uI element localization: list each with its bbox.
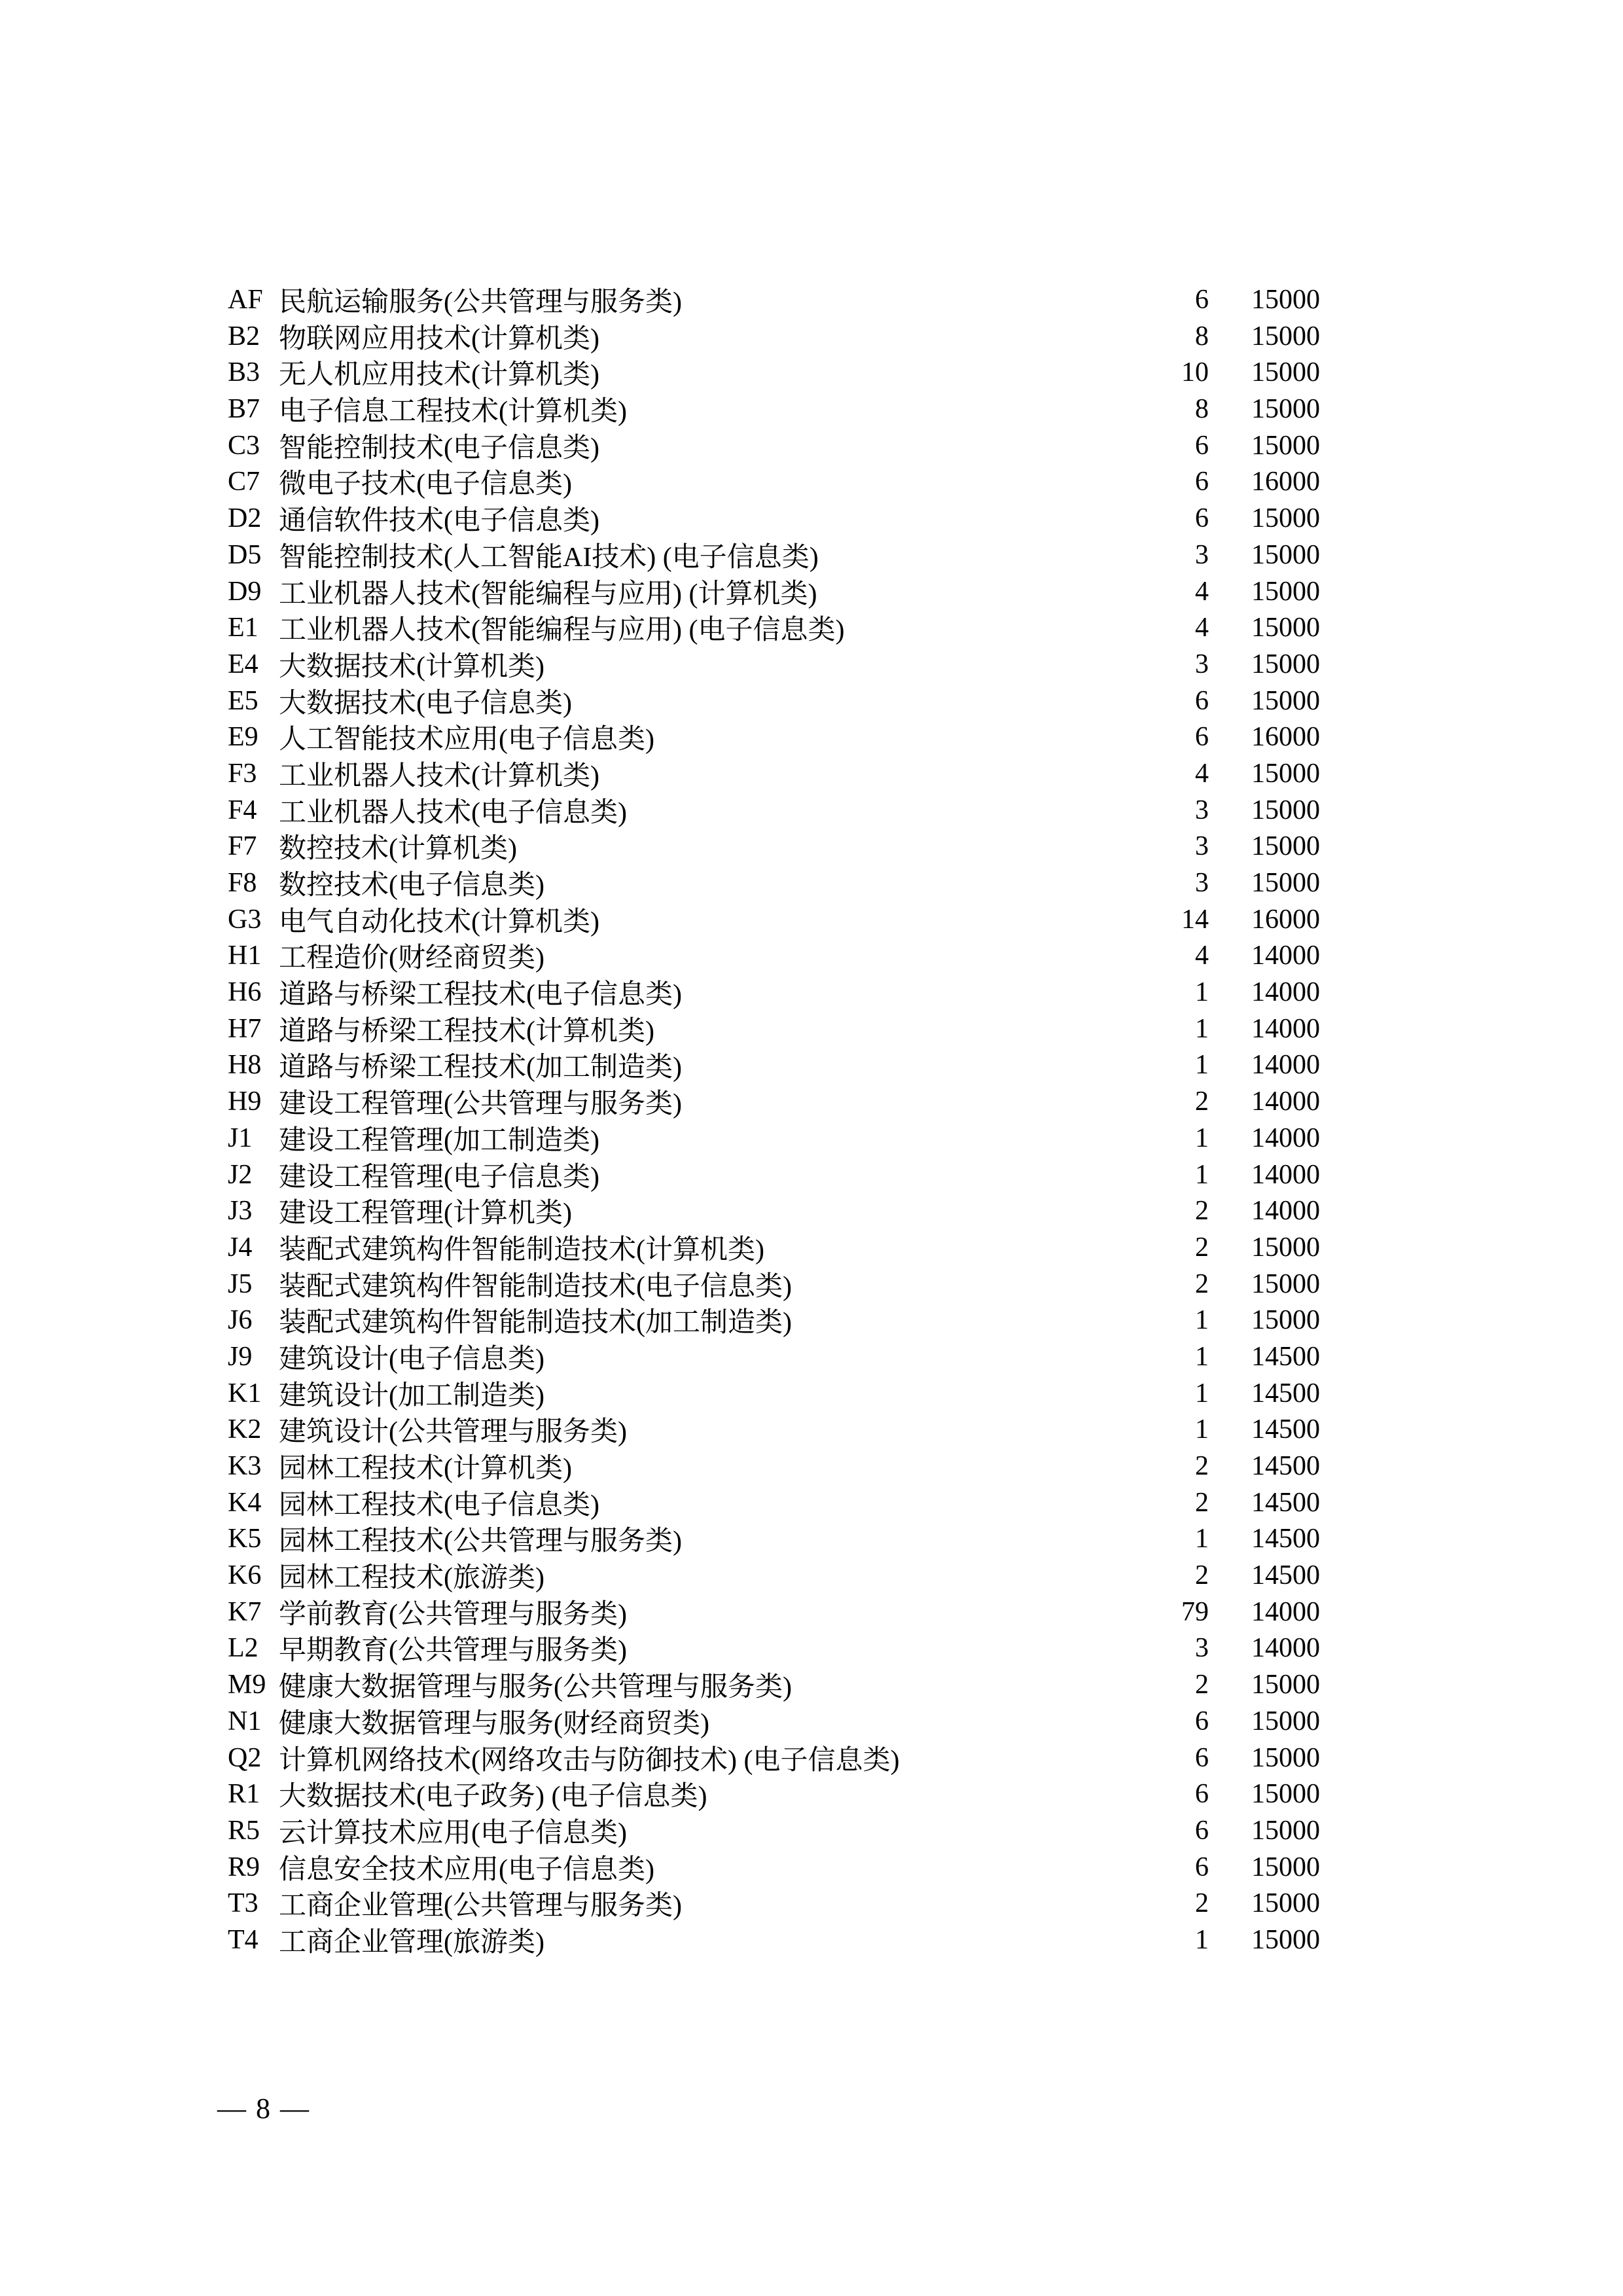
tuition-fee: 14000 — [1251, 977, 1320, 1008]
tuition-fee: 15000 — [1251, 321, 1320, 351]
tuition-fee: 14500 — [1251, 1524, 1320, 1554]
tuition-fee: 14500 — [1251, 1560, 1320, 1591]
program-code: J3 — [228, 1196, 253, 1227]
program-code: M9 — [228, 1670, 266, 1700]
program-code: C7 — [228, 467, 260, 497]
program-name: 信息安全技术应用(电子信息类) — [279, 1854, 654, 1885]
table-row — [228, 1556, 1320, 1592]
tuition-fee: 15000 — [1251, 649, 1320, 679]
program-code: D9 — [228, 576, 262, 607]
program-name: 大数据技术(计算机类) — [279, 651, 544, 682]
tuition-fee: 15000 — [1251, 831, 1320, 862]
tuition-fee: 15000 — [1251, 539, 1320, 570]
program-code: J2 — [228, 1159, 253, 1190]
table-row — [228, 1920, 1320, 1957]
tuition-fee: 15000 — [1251, 1268, 1320, 1299]
table-row — [228, 1774, 1320, 1811]
program-name: 装配式建筑构件智能制造技术(加工制造类) — [279, 1308, 792, 1338]
tuition-fee: 15000 — [1251, 1305, 1320, 1336]
tuition-fee: 15000 — [1251, 1852, 1320, 1882]
table-row — [228, 1300, 1320, 1337]
tuition-fee: 15000 — [1251, 758, 1320, 789]
program-code: F3 — [228, 758, 257, 789]
plan-count: 6 — [1195, 1742, 1209, 1773]
program-code: E9 — [228, 722, 259, 753]
plan-count: 6 — [1195, 1852, 1209, 1882]
program-name: 工业机器人技术(计算机类) — [279, 761, 599, 791]
plan-count: 2 — [1195, 1888, 1209, 1919]
table-row — [228, 280, 1320, 317]
program-name: 工业机器人技术(智能编程与应用) (电子信息类) — [279, 615, 845, 646]
program-name: 建筑设计(加工制造类) — [279, 1380, 544, 1411]
program-code: C3 — [228, 430, 260, 461]
program-name: 工程造价(财经商贸类) — [279, 943, 544, 974]
tuition-fee: 14500 — [1251, 1341, 1320, 1372]
plan-count: 3 — [1195, 868, 1209, 898]
plan-count: 1 — [1195, 1122, 1209, 1153]
program-code: K7 — [228, 1596, 262, 1627]
table-row — [228, 754, 1320, 791]
program-code: J1 — [228, 1122, 253, 1153]
table-row — [228, 1483, 1320, 1520]
plan-count: 2 — [1195, 1670, 1209, 1700]
program-code: B2 — [228, 321, 260, 351]
program-code: H8 — [228, 1050, 262, 1081]
plan-count: 2 — [1195, 1560, 1209, 1591]
tuition-fee: 15000 — [1251, 613, 1320, 643]
table-row — [228, 317, 1320, 353]
table-row — [228, 389, 1320, 426]
table-row — [228, 1811, 1320, 1848]
table-row — [228, 1337, 1320, 1374]
program-name: 电气自动化技术(计算机类) — [279, 906, 599, 937]
program-name: 健康大数据管理与服务(财经商贸类) — [279, 1708, 709, 1739]
tuition-fee: 15000 — [1251, 1232, 1320, 1263]
tuition-fee: 15000 — [1251, 576, 1320, 607]
program-code: E1 — [228, 613, 259, 643]
table-row — [228, 1738, 1320, 1775]
program-name: 建设工程管理(加工制造类) — [279, 1125, 599, 1156]
tuition-fee: 15000 — [1251, 394, 1320, 425]
table-row — [228, 1045, 1320, 1082]
tuition-fee: 15000 — [1251, 285, 1320, 315]
program-code: R1 — [228, 1779, 260, 1810]
tuition-fee: 15000 — [1251, 1924, 1320, 1955]
table-row — [228, 608, 1320, 645]
plan-count: 2 — [1195, 1196, 1209, 1227]
table-row — [228, 1628, 1320, 1665]
program-code: H1 — [228, 941, 262, 971]
plan-count: 6 — [1195, 1779, 1209, 1810]
table-row — [228, 1884, 1320, 1920]
plan-count: 3 — [1195, 539, 1209, 570]
tuition-fee: 15000 — [1251, 1815, 1320, 1846]
table-row — [228, 1228, 1320, 1265]
program-name: 健康大数据管理与服务(公共管理与服务类) — [279, 1672, 792, 1703]
plan-count: 3 — [1195, 1633, 1209, 1664]
plan-count: 6 — [1195, 285, 1209, 315]
plan-count: 6 — [1195, 722, 1209, 753]
tuition-fee: 15000 — [1251, 1670, 1320, 1700]
plan-count: 1 — [1195, 1050, 1209, 1081]
program-name: 装配式建筑构件智能制造技术(电子信息类) — [279, 1271, 792, 1302]
plan-count: 4 — [1195, 576, 1209, 607]
program-code: E5 — [228, 685, 259, 716]
program-name: 数控技术(电子信息类) — [279, 870, 544, 901]
program-name: 无人机应用技术(计算机类) — [279, 360, 599, 391]
program-name: 工业机器人技术(智能编程与应用) (计算机类) — [279, 579, 817, 609]
plan-count: 1 — [1195, 1013, 1209, 1044]
table-row — [228, 863, 1320, 900]
program-name: 建设工程管理(公共管理与服务类) — [279, 1089, 682, 1120]
program-code: B7 — [228, 394, 260, 425]
tuition-fee: 15000 — [1251, 503, 1320, 534]
program-name: 民航运输服务(公共管理与服务类) — [279, 287, 682, 317]
table-row — [228, 1082, 1320, 1119]
plan-count: 10 — [1181, 357, 1209, 388]
tuition-fee: 14000 — [1251, 1633, 1320, 1664]
program-code: T4 — [228, 1924, 259, 1955]
table-row — [228, 1519, 1320, 1556]
tuition-fee: 14000 — [1251, 1159, 1320, 1190]
program-code: K5 — [228, 1524, 262, 1554]
table-row — [228, 1119, 1320, 1155]
table-row — [228, 791, 1320, 827]
program-code: Q2 — [228, 1742, 262, 1773]
table-row — [228, 645, 1320, 681]
plan-count: 2 — [1195, 1451, 1209, 1481]
program-name: 园林工程技术(电子信息类) — [279, 1490, 599, 1520]
program-name: 大数据技术(电子信息类) — [279, 688, 572, 719]
program-name: 建设工程管理(电子信息类) — [279, 1162, 599, 1193]
tuition-fee: 15000 — [1251, 1742, 1320, 1773]
tuition-fee: 15000 — [1251, 430, 1320, 461]
program-name: 道路与桥梁工程技术(电子信息类) — [279, 980, 682, 1011]
tuition-fee: 14000 — [1251, 1196, 1320, 1227]
table-row — [228, 681, 1320, 718]
plan-count: 4 — [1195, 613, 1209, 643]
tuition-fee: 14000 — [1251, 1596, 1320, 1627]
tuition-fee: 15000 — [1251, 1779, 1320, 1810]
program-code: F8 — [228, 868, 257, 898]
plan-count: 8 — [1195, 321, 1209, 351]
program-code: J6 — [228, 1305, 253, 1336]
tuition-fee: 14000 — [1251, 1122, 1320, 1153]
tuition-fee: 14500 — [1251, 1414, 1320, 1445]
program-name: 早期教育(公共管理与服务类) — [279, 1636, 627, 1666]
program-code: J9 — [228, 1341, 253, 1372]
table-row — [228, 1191, 1320, 1228]
program-code: G3 — [228, 904, 262, 935]
program-name: 数控技术(计算机类) — [279, 834, 517, 865]
table-row — [228, 1374, 1320, 1410]
program-name: 人工智能技术应用(电子信息类) — [279, 725, 654, 755]
table-row — [228, 827, 1320, 863]
plan-count: 79 — [1181, 1596, 1209, 1627]
table-row — [228, 572, 1320, 609]
program-name: 物联网应用技术(计算机类) — [279, 323, 599, 354]
table-row — [228, 535, 1320, 572]
program-name: 工业机器人技术(电子信息类) — [279, 797, 627, 828]
program-name: 装配式建筑构件智能制造技术(计算机类) — [279, 1234, 764, 1265]
plan-count: 1 — [1195, 1305, 1209, 1336]
program-list — [228, 280, 1320, 1957]
program-name: 园林工程技术(公共管理与服务类) — [279, 1526, 682, 1557]
plan-count: 1 — [1195, 1414, 1209, 1445]
plan-count: 1 — [1195, 977, 1209, 1008]
program-name: 计算机网络技术(网络攻击与防御技术) (电子信息类) — [279, 1745, 900, 1776]
program-name: 建筑设计(电子信息类) — [279, 1344, 544, 1374]
program-name: 电子信息工程技术(计算机类) — [279, 397, 627, 427]
table-row — [228, 1848, 1320, 1884]
program-code: H7 — [228, 1013, 262, 1044]
table-row — [228, 499, 1320, 535]
page-number: — 8 — — [217, 2092, 310, 2125]
program-code: B3 — [228, 357, 260, 388]
program-code: K3 — [228, 1451, 262, 1481]
tuition-fee: 16000 — [1251, 904, 1320, 935]
program-code: H6 — [228, 977, 262, 1008]
plan-count: 1 — [1195, 1378, 1209, 1408]
plan-count: 4 — [1195, 758, 1209, 789]
program-code: K2 — [228, 1414, 262, 1445]
program-name: 智能控制技术(人工智能AI技术) (电子信息类) — [279, 542, 819, 573]
tuition-fee: 14000 — [1251, 941, 1320, 971]
table-row — [228, 462, 1320, 499]
tuition-fee: 15000 — [1251, 1706, 1320, 1736]
program-name: 建筑设计(公共管理与服务类) — [279, 1417, 627, 1448]
program-code: D2 — [228, 503, 262, 534]
tuition-fee: 15000 — [1251, 795, 1320, 825]
plan-count: 1 — [1195, 1924, 1209, 1955]
program-code: H9 — [228, 1086, 262, 1117]
plan-count: 6 — [1195, 685, 1209, 716]
plan-count: 14 — [1181, 904, 1209, 935]
program-name: 园林工程技术(计算机类) — [279, 1454, 572, 1484]
plan-count: 6 — [1195, 430, 1209, 461]
program-code: T3 — [228, 1888, 259, 1919]
tuition-fee: 15000 — [1251, 685, 1320, 716]
table-row — [228, 426, 1320, 463]
program-code: F4 — [228, 795, 257, 825]
table-row — [228, 1702, 1320, 1738]
tuition-fee: 14000 — [1251, 1013, 1320, 1044]
program-name: 工商企业管理(旅游类) — [279, 1927, 544, 1958]
plan-count: 8 — [1195, 394, 1209, 425]
tuition-fee: 16000 — [1251, 467, 1320, 497]
table-row — [228, 973, 1320, 1009]
plan-count: 3 — [1195, 831, 1209, 862]
plan-count: 3 — [1195, 649, 1209, 679]
table-row — [228, 1009, 1320, 1046]
program-name: 智能控制技术(电子信息类) — [279, 433, 599, 463]
program-name: 工商企业管理(公共管理与服务类) — [279, 1891, 682, 1922]
tuition-fee: 14500 — [1251, 1378, 1320, 1408]
plan-count: 6 — [1195, 1706, 1209, 1736]
plan-count: 1 — [1195, 1341, 1209, 1372]
table-row — [228, 900, 1320, 937]
program-name: 学前教育(公共管理与服务类) — [279, 1599, 627, 1630]
program-name: 建设工程管理(计算机类) — [279, 1198, 572, 1229]
table-row — [228, 353, 1320, 389]
table-row — [228, 1592, 1320, 1629]
plan-count: 2 — [1195, 1268, 1209, 1299]
program-name: 道路与桥梁工程技术(加工制造类) — [279, 1052, 682, 1083]
table-row — [228, 936, 1320, 973]
table-row — [228, 1410, 1320, 1446]
table-row — [228, 1265, 1320, 1301]
program-code: L2 — [228, 1633, 259, 1664]
program-code: R5 — [228, 1815, 260, 1846]
program-code: D5 — [228, 539, 262, 570]
plan-count: 1 — [1195, 1159, 1209, 1190]
program-code: K6 — [228, 1560, 262, 1591]
plan-count: 2 — [1195, 1232, 1209, 1263]
tuition-fee: 14500 — [1251, 1451, 1320, 1481]
program-name: 园林工程技术(旅游类) — [279, 1563, 544, 1594]
program-name: 通信软件技术(电子信息类) — [279, 506, 599, 537]
plan-count: 6 — [1195, 1815, 1209, 1846]
table-row — [228, 1665, 1320, 1702]
plan-count: 6 — [1195, 467, 1209, 497]
program-name: 微电子技术(电子信息类) — [279, 469, 572, 500]
tuition-fee: 15000 — [1251, 868, 1320, 898]
program-code: R9 — [228, 1852, 260, 1882]
program-code: K1 — [228, 1378, 262, 1408]
program-name: 大数据技术(电子政务) (电子信息类) — [279, 1782, 707, 1812]
plan-count: 2 — [1195, 1487, 1209, 1518]
plan-count: 1 — [1195, 1524, 1209, 1554]
program-code: J4 — [228, 1232, 253, 1263]
program-code: F7 — [228, 831, 257, 862]
table-row — [228, 1446, 1320, 1483]
tuition-fee: 14000 — [1251, 1050, 1320, 1081]
plan-count: 3 — [1195, 795, 1209, 825]
program-name: 道路与桥梁工程技术(计算机类) — [279, 1016, 654, 1047]
program-code: J5 — [228, 1268, 253, 1299]
table-row — [228, 717, 1320, 754]
plan-count: 2 — [1195, 1086, 1209, 1117]
tuition-fee: 15000 — [1251, 357, 1320, 388]
tuition-fee: 14000 — [1251, 1086, 1320, 1117]
plan-count: 4 — [1195, 941, 1209, 971]
program-code: K4 — [228, 1487, 262, 1518]
program-name: 云计算技术应用(电子信息类) — [279, 1818, 627, 1848]
tuition-fee: 14500 — [1251, 1487, 1320, 1518]
program-code: E4 — [228, 649, 259, 679]
program-code: N1 — [228, 1706, 262, 1736]
tuition-fee: 16000 — [1251, 722, 1320, 753]
table-row — [228, 1155, 1320, 1192]
program-code: AF — [228, 285, 263, 315]
plan-count: 6 — [1195, 503, 1209, 534]
tuition-fee: 15000 — [1251, 1888, 1320, 1919]
